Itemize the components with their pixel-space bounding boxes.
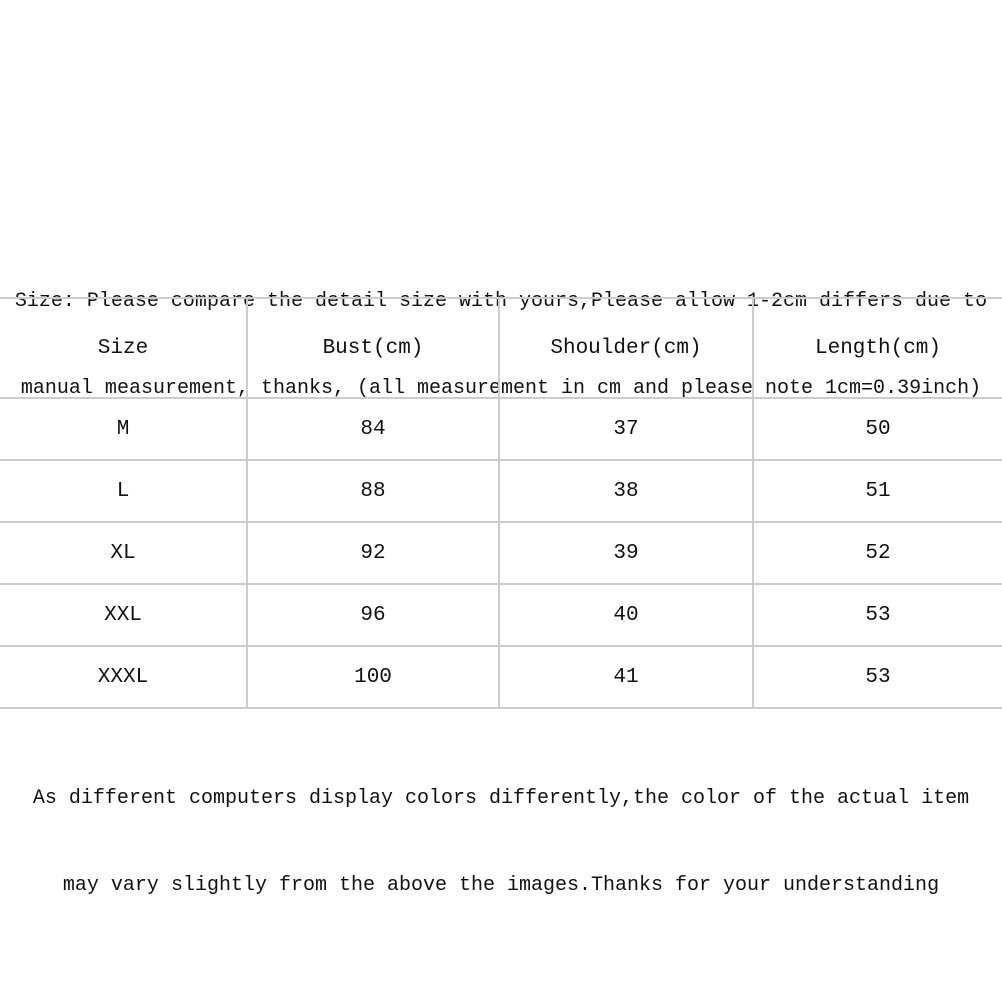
cell-shoulder: 37	[499, 398, 753, 460]
cell-length: 53	[753, 646, 1002, 708]
table-header-row	[0, 298, 1002, 398]
cell-bust: 88	[247, 460, 499, 522]
header-shoulder: Shoulder(cm)	[499, 298, 753, 398]
cell-size: L	[0, 460, 247, 522]
header-size: Size	[0, 298, 247, 398]
cell-bust: 92	[247, 522, 499, 584]
color-disclaimer-line2: may vary slightly from the above the images.Thanks for your understanding	[62, 874, 940, 897]
cell-length: 53	[753, 584, 1002, 646]
cell-length: 50	[753, 398, 1002, 460]
cell-shoulder: 39	[499, 522, 753, 584]
cell-size: XL	[0, 522, 247, 584]
cell-bust: 84	[247, 398, 499, 460]
table-row	[0, 398, 1002, 460]
cell-shoulder: 41	[499, 646, 753, 708]
color-disclaimer-note	[0, 726, 1002, 958]
color-disclaimer-line1: As different computers display colors differently,the color of the actual item	[32, 787, 970, 810]
header-bust: Bust(cm)	[247, 298, 499, 398]
cell-length: 51	[753, 460, 1002, 522]
table-row	[0, 460, 1002, 522]
cell-size: XXL	[0, 584, 247, 646]
cell-shoulder: 38	[499, 460, 753, 522]
header-length: Length(cm)	[753, 298, 1002, 398]
cell-shoulder: 40	[499, 584, 753, 646]
table-row	[0, 522, 1002, 584]
cell-bust: 96	[247, 584, 499, 646]
cell-length: 52	[753, 522, 1002, 584]
table-row	[0, 584, 1002, 646]
measurement-note-line2: manual measurement, thanks, (all measurement in cm and please note 1cm=0.39inch)	[20, 377, 982, 400]
table-row	[0, 646, 1002, 708]
size-table	[0, 297, 1002, 709]
cell-bust: 100	[247, 646, 499, 708]
cell-size: XXXL	[0, 646, 247, 708]
cell-size: M	[0, 398, 247, 460]
measurement-note-line1: Size: Please compare the detail size with yours,Please allow 1-2cm differs due to	[14, 290, 988, 313]
